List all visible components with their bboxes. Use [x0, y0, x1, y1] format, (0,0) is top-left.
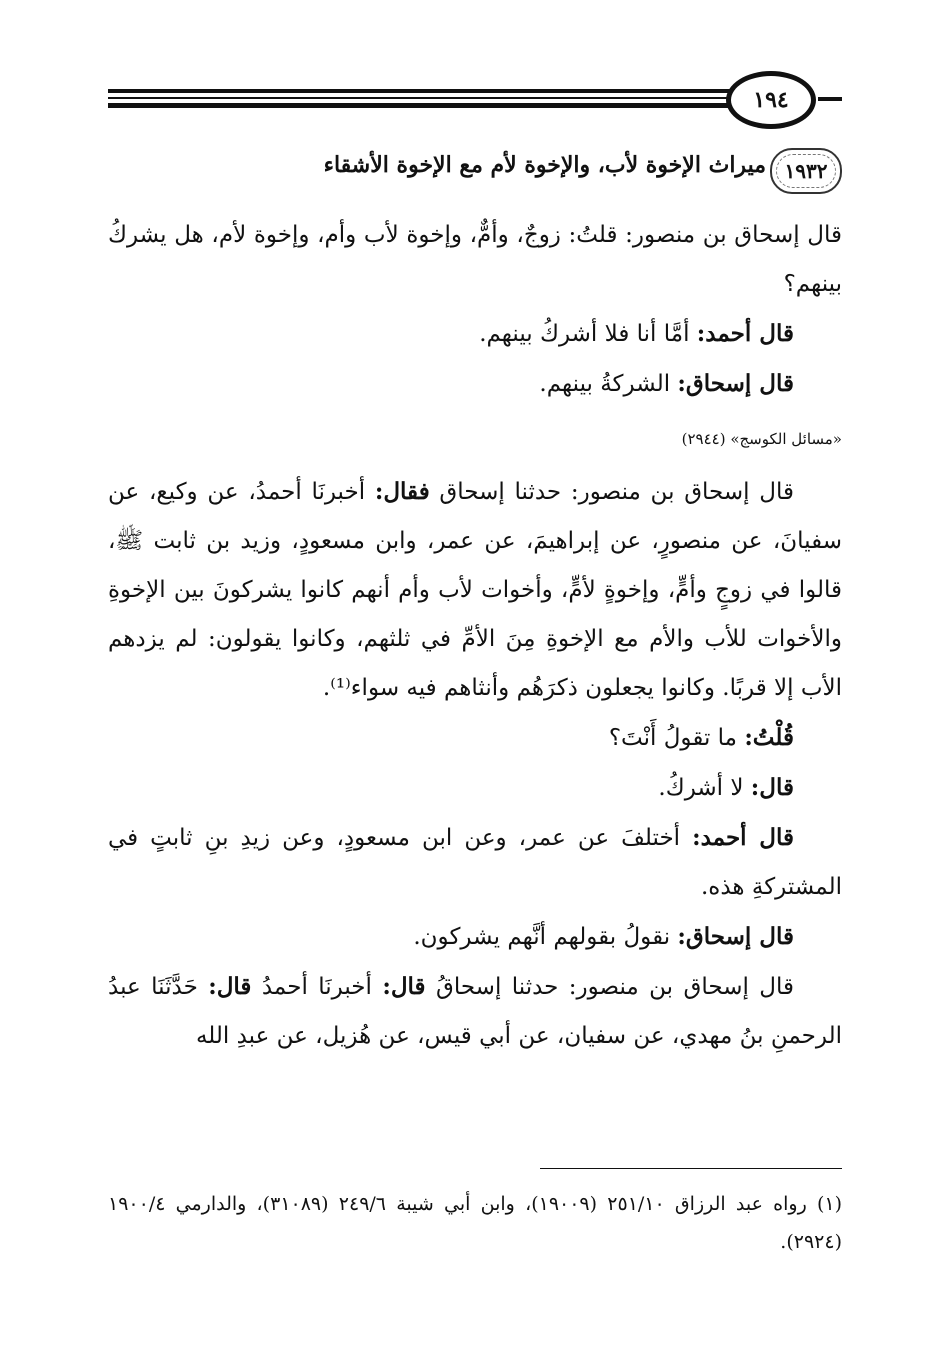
paragraph [108, 713, 842, 763]
paragraph [108, 763, 842, 813]
footnote-separator [540, 1168, 842, 1169]
speaker-label: قال أحمد: [696, 320, 794, 347]
speaker-label: قال إسحاق: [677, 923, 794, 950]
paragraph-text: أخبرنَا أحمدُ [251, 974, 383, 1000]
speaker-label: قال: [382, 973, 426, 1000]
header-rule [108, 89, 730, 93]
paragraph [108, 912, 842, 962]
page-number-badge [726, 71, 816, 129]
paragraph [108, 813, 842, 912]
paragraph-text: الشركةُ بينهم. [539, 371, 678, 397]
speaker-label: قُلْتُ: [744, 724, 794, 751]
paragraph-text: حَدَّثَنَا عبدُ الرحمنِ بنُ مهدي، عن سفيان، عن أبي قيس، عن هُزيل، عن عبدِ الله [108, 974, 842, 1049]
paragraph-text: لا أشركُ. [658, 775, 751, 801]
speaker-label: قال إسحاق: [677, 370, 794, 397]
page-number: ١٩٤ [753, 87, 789, 113]
paragraph [108, 309, 842, 359]
paragraph-text: نقولُ بقولهم أنَّهم يشركون. [413, 924, 678, 950]
source-reference: «مسائل الكوسج» (٢٩٤٤) [681, 430, 842, 448]
paragraph-text: ما تقولُ أَنْتَ؟ [608, 725, 745, 751]
paragraph [108, 467, 842, 713]
header-rule [108, 97, 730, 99]
paragraph-text: قال إسحاق بن منصور: حدثنا إسحاقُ [425, 974, 794, 1000]
paragraph-text: قال إسحاق بن منصور: قلتُ: زوجٌ، وأمٌّ، وإخوة لأب وأم، وإخوة لأم، هل يشركُ بينهم؟ [108, 222, 842, 297]
speaker-label: فقال: [374, 478, 430, 505]
paragraph [108, 359, 842, 409]
section-number-ornament [770, 148, 842, 194]
paragraph-text: أمَّا أنا فلا أشركُ بينهم. [479, 321, 697, 347]
paragraph-text: قال إسحاق بن منصور: حدثنا إسحاق [429, 479, 795, 505]
speaker-label: قال أحمد: [692, 824, 794, 851]
paragraph-text: أختلفَ عن عمر، وعن ابن مسعودٍ، وعن زيدِ بنِ ثابتٍ في المشتركةِ هذه. [108, 825, 842, 900]
speaker-label: قال: [750, 774, 794, 801]
footnote: (١) رواه عبد الرزاق ٢٥١/١٠ (١٩٠٠٩)، وابن أبي شيبة ٢٤٩/٦ (٣١٠٨٩)، والدارمي ١٩٠٠/٤ (٢٩٢٤). [108, 1193, 843, 1253]
narration-block [108, 467, 842, 1061]
header-rule-right [818, 97, 842, 101]
section-title: ميراث الإخوة لأب، والإخوة لأم مع الإخوة الأشقاء [323, 152, 766, 178]
paragraph [108, 962, 842, 1061]
paragraph [108, 211, 842, 309]
header-rule [108, 103, 730, 108]
section-number: ١٩٣٢ [784, 159, 828, 183]
paragraph-text: أخبرنَا أحمدُ، عن وكيع، عن سفيانَ، عن منصورٍ، عن إبراهيمَ، عن عمر، وابن مسعودٍ، وزيد بن ثابت ﷺ، قالوا في زوجٍ وأمٍّ، وإخوةٍ لأمٍّ، وأخوات لأب وأم أنهم كانوا يشركونَ بين الإخوةِ والأخوات للأب والأم مع الإخوةِ مِنَ الأمِّ في ثلثهم، وكانوا يقولون: لم يزدهم الأب إلا قربًا. وكانوا يجعلون ذكرَهُم وأنثاهم فيه سواء⁽¹⁾. [108, 479, 842, 701]
speaker-label: قال: [208, 973, 252, 1000]
question-block [108, 211, 842, 409]
